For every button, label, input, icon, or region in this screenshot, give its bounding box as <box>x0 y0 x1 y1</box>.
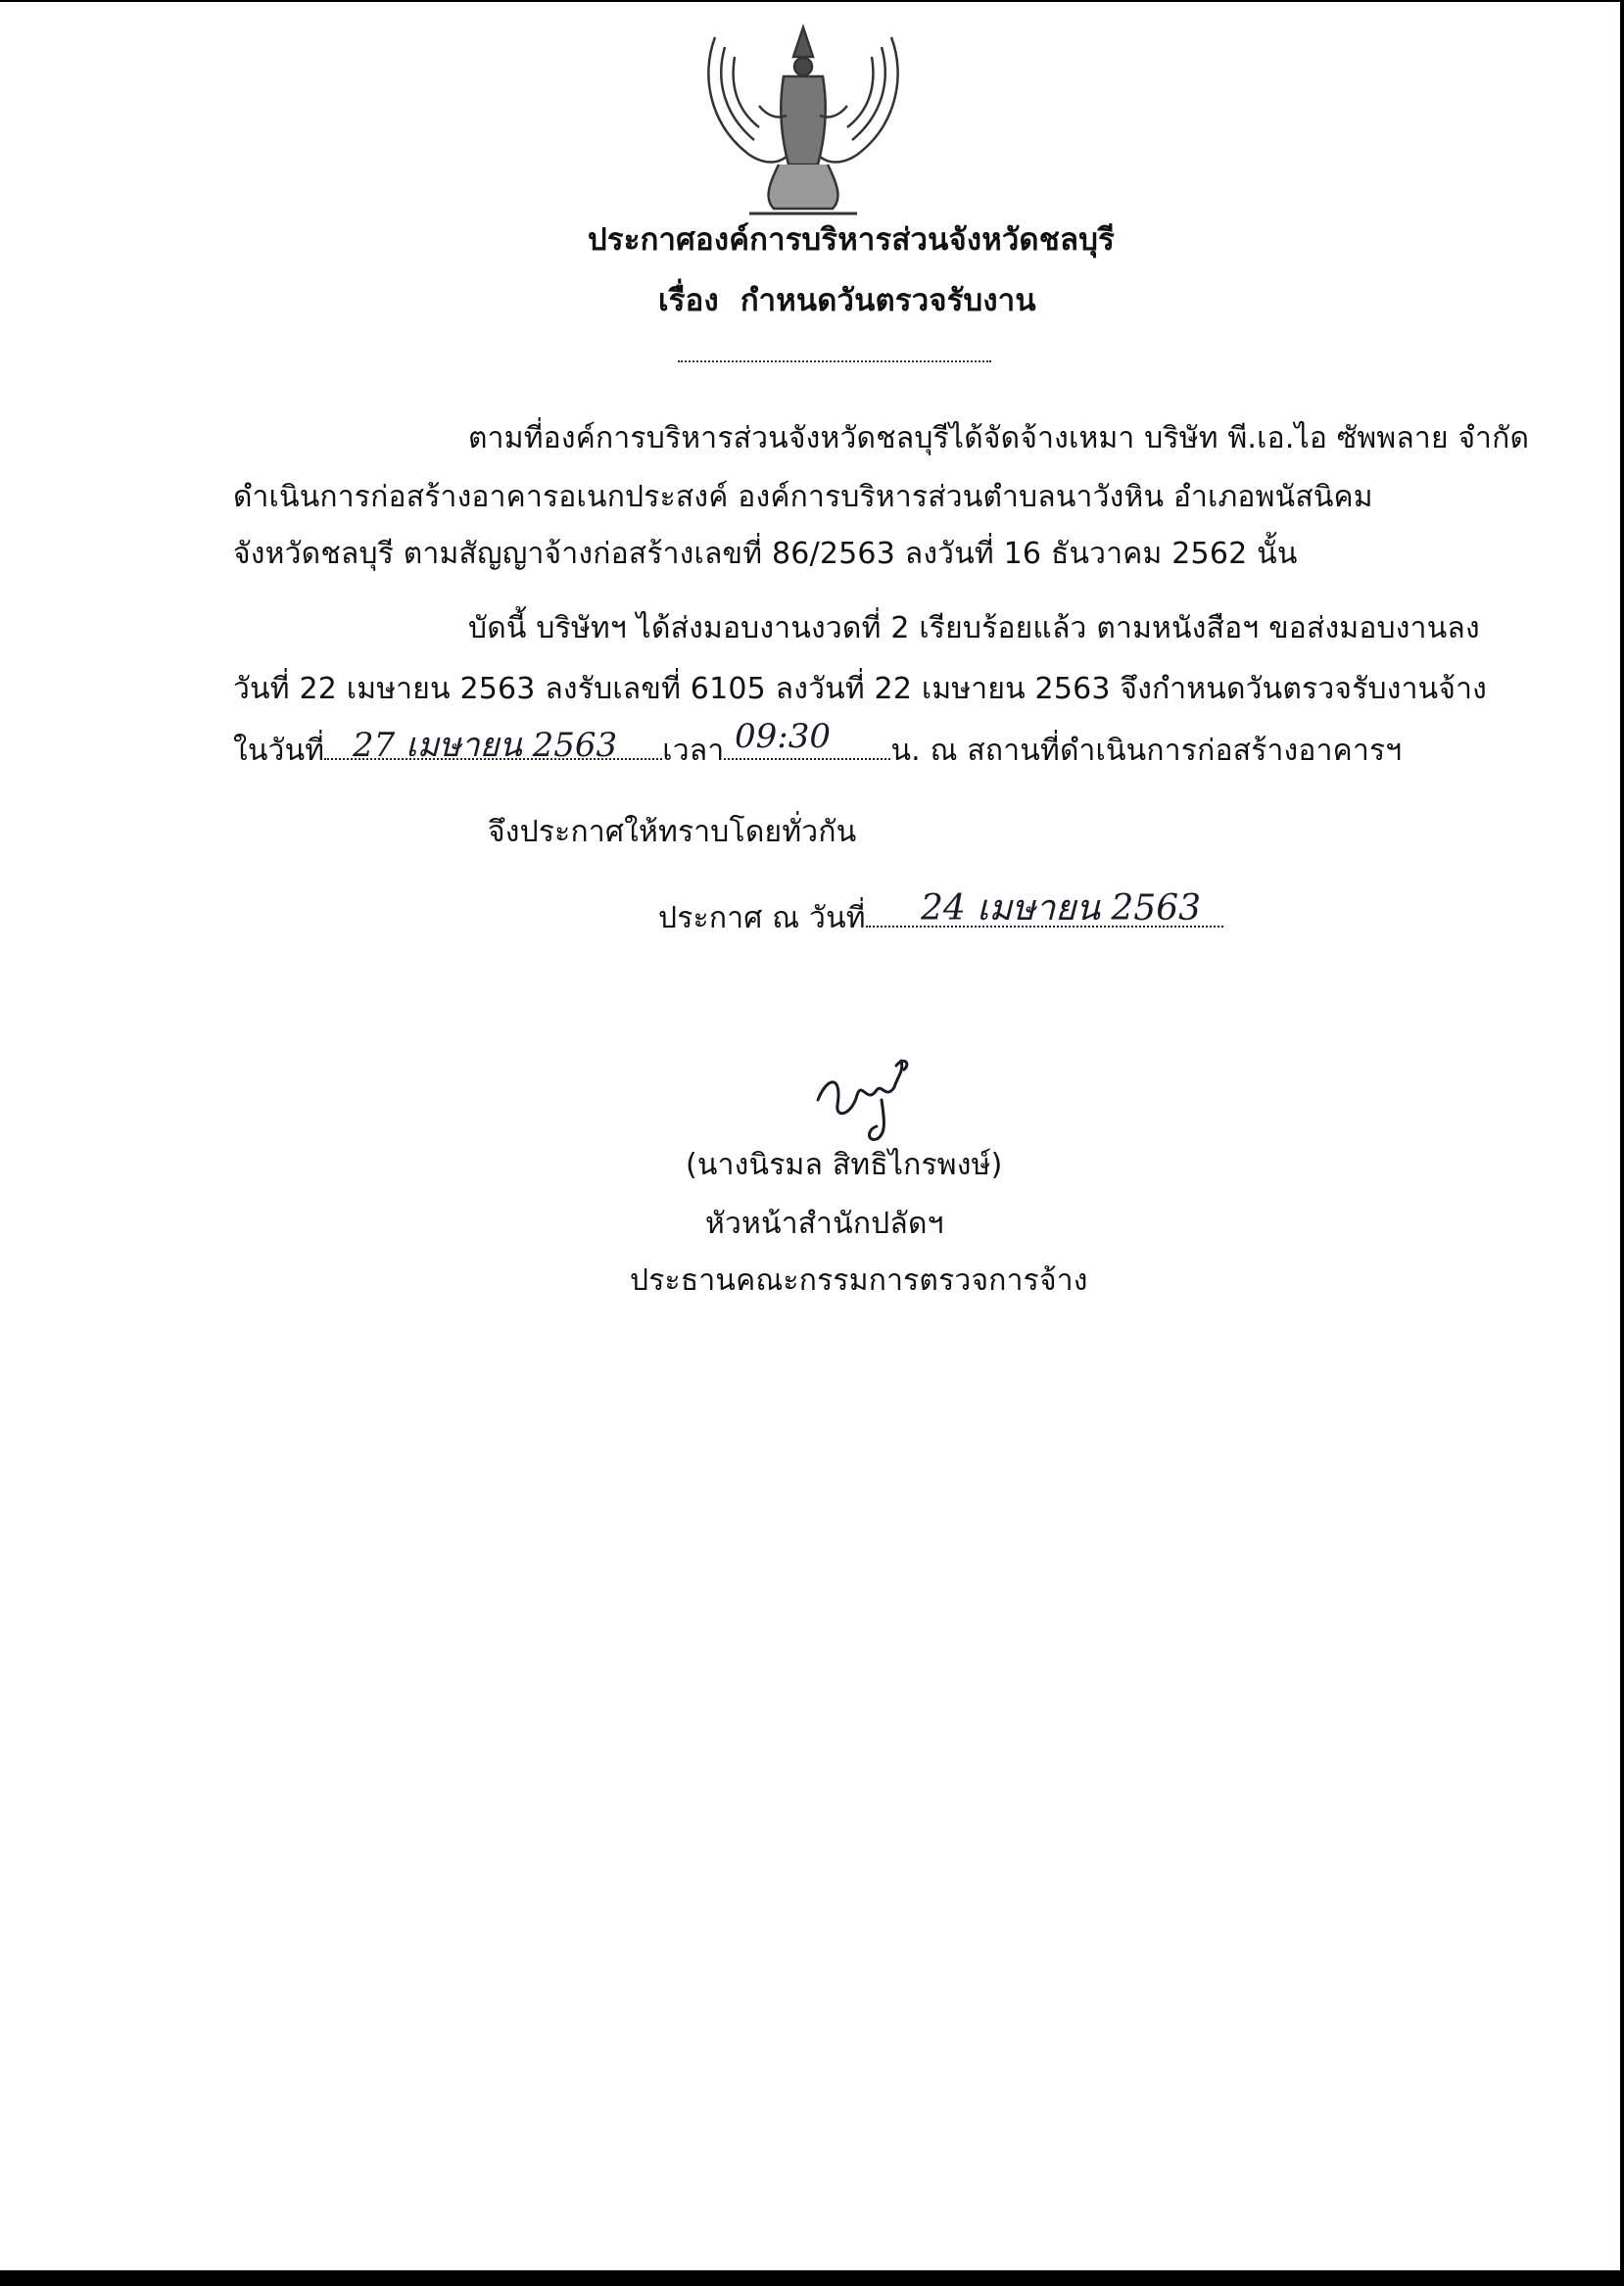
paragraph-1-line-3: จังหวัดชลบุรี ตามสัญญาจ้างก่อสร้างเลขที่ 86/2563 ลงวันที่ 16 ธันวาคม 2562 นั้น <box>233 537 1298 571</box>
subject-text: กำหนดวันตรวจรับงาน <box>740 283 1036 318</box>
paragraph-1-line-2: ดำเนินการก่อสร้างอาคารอเนกประสงค์ องค์การบริหารส่วนตำบลนาวังหิน อำเภอพนัสนิคม <box>233 480 1373 514</box>
signatory-name: (นางนิรมล สิทธิไกรพงษ์) <box>686 1148 1003 1182</box>
paragraph-1-line-1: ตามที่องค์การบริหารส่วนจังหวัดชลบุรีได้จัดจ้างเหมา บริษัท พี.เอ.ไอ ซัพพลาย จำกัด <box>468 421 1530 455</box>
handwritten-signature <box>808 1046 926 1144</box>
document-subject <box>658 281 1036 320</box>
paragraph-2-line-2: วันที่ 22 เมษายน 2563 ลงรับเลขที่ 6105 ลงวันที่ 22 เมษายน 2563 จึงกำหนดวันตรวจรับงานจ้าง <box>233 672 1488 706</box>
scan-border-right <box>1620 0 1624 2286</box>
time-label: เวลา <box>662 734 725 768</box>
paragraph-2-line-1: บัดนี้ บริษัทฯ ได้ส่งมอบงานงวดที่ 2 เรียบร้อยแล้ว ตามหนังสือฯ ขอส่งมอบงานลง <box>468 611 1480 645</box>
garuda-emblem <box>691 18 916 228</box>
scan-border-bottom <box>0 2270 1624 2286</box>
handwritten-announcement-date: 24 เมษายน 2563 <box>921 888 1201 929</box>
document-title: ประกาศองค์การบริหารส่วนจังหวัดชลบุรี <box>588 222 1115 258</box>
signatory-position: หัวหน้าสำนักปลัดฯ <box>705 1207 944 1241</box>
scan-border-top <box>0 0 1624 2</box>
title-divider <box>678 360 991 362</box>
signatory-role: ประธานคณะกรรมการตรวจการจ้าง <box>630 1263 1088 1298</box>
subject-label: เรื่อง <box>658 283 719 318</box>
date-label: ในวันที่ <box>233 734 325 768</box>
closing-statement: จึงประกาศให้ทราบโดยทั่วกัน <box>488 815 857 849</box>
announce-label: ประกาศ ณ วันที่ <box>658 901 866 935</box>
handwritten-inspection-time: 09:30 <box>735 717 831 756</box>
location-text: น. ณ สถานที่ดำเนินการก่อสร้างอาคารฯ <box>890 734 1403 768</box>
handwritten-inspection-date: 27 เมษายน 2563 <box>353 726 618 765</box>
